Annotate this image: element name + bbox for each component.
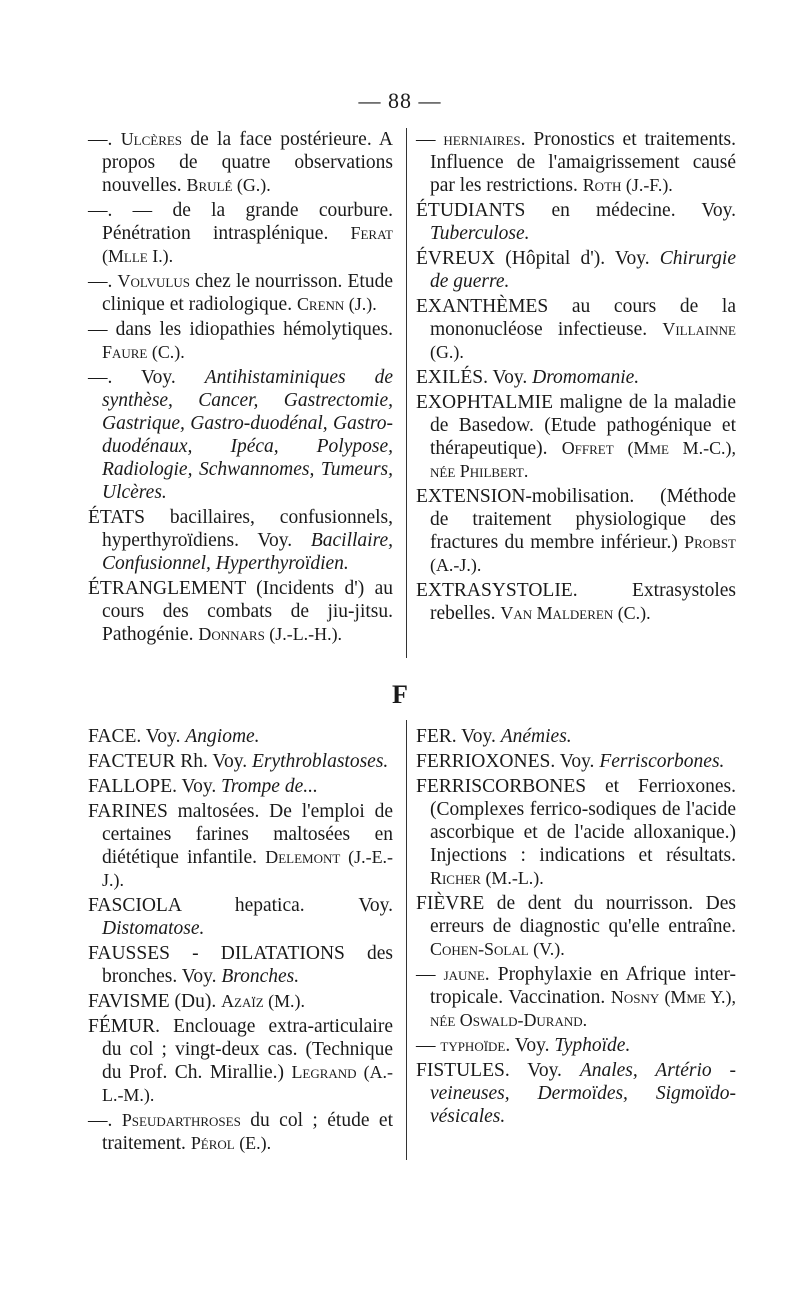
entry-crossref: Anales, Artério - veineuses, Dermoïdes, Sigmoïdo-vésicales. [430,1060,736,1127]
entry-text: FÉMUR. Enclouage extra-articulaire du col ; vingt-deux cas. (Technique du Prof. Ch. Mirallie.) [88,1016,393,1083]
index-entry [416,199,736,245]
entry-text: FIÈVRE de dent du nourrisson. Des erreurs de diagnostic qu'elle entraîne. [416,893,736,937]
entry-text: EXILÉS. Voy. [416,367,533,388]
index-entry [416,128,736,197]
index-entry [416,485,736,577]
entry-subheading: typhoïde [440,1035,506,1055]
entry-crossref: Trompe de... [221,776,318,797]
entry-text: ÉVREUX (Hôpital d'). Voy. [416,248,660,269]
entry-author: Crenn (J.). [296,294,377,314]
index-entry [416,247,736,293]
entry-text: de la grande courbure. Pénétration intrasplénique. [102,200,393,244]
entry-lead: — [88,319,116,340]
index-entry [416,963,736,1032]
entry-crossref: Ferriscorbones. [599,751,725,772]
index-entry [416,391,736,483]
entry-crossref: Angiome. [185,726,260,747]
entry-text: du col ; étude et traitement. [102,1110,394,1154]
entry-crossref: Bronches. [221,966,300,987]
section-letter: F [392,680,408,709]
entry-text: EXANTHÈMES au cours de la mononucléose infectieuse. [416,296,736,340]
index-entry [88,506,393,575]
index-entry [416,892,736,961]
entry-text: FALLOPE. Voy. [88,776,222,797]
entry-author: Van Malderen (C.). [500,603,651,623]
entry-author: Richer (M.-L.). [430,868,544,888]
entry-crossref: Chirurgie de guerre. [430,248,736,292]
entry-author: Cohen-Solal (V.). [430,939,565,959]
entry-author: Pérol (E.). [190,1133,272,1153]
entry-author: Delemont (J.-E.-J.). [102,847,393,890]
index-entry [88,318,393,364]
index-entry [88,990,393,1013]
index-entry [416,775,736,890]
index-entry [88,942,393,988]
entry-text: FACTEUR Rh. Voy. [88,751,252,772]
index-entry [416,579,736,625]
entry-subheading: Ulcères [120,129,183,149]
entry-text: FACE. Voy. [88,726,186,747]
entry-lead: —. [88,271,118,292]
index-entry [88,128,393,197]
entry-author: Probst (A.-J.). [430,532,736,575]
column-bottom-left [88,725,393,1157]
entry-crossref: Tuberculose. [430,223,530,244]
index-entry [416,1059,736,1128]
entry-text: . Voy. [505,1035,555,1056]
entry-text: FERRIOXONES. Voy. [416,751,600,772]
entry-crossref: Dromomanie. [532,367,640,388]
column-bottom-right [416,725,736,1130]
entry-text: FASCIOLA hepatica. Voy. [88,895,393,916]
index-entry [88,725,393,748]
entry-author: Azaïz (M.). [221,991,305,1011]
index-entry [416,750,736,773]
entry-crossref: Erythroblastoses. [251,751,389,772]
entry-text: . Prophylaxie en Afrique inter-tropicale. Vaccination. [430,964,737,1008]
entry-author: Villainne (G.). [430,319,736,362]
index-entry [416,725,736,748]
entry-text: FAUSSES - DILATATIONS des bronches. Voy. [88,943,393,987]
entry-text: chez le nourrisson. Etude clinique et radiologique. [102,271,393,315]
entry-text: EXOPHTALMIE maligne de la maladie de Basedow. (Etude pathogénique et thérapeutique). [416,392,736,459]
index-entry [88,894,393,940]
index-entry [88,270,393,316]
entry-author: Donnars (J.-L.-H.). [198,624,343,644]
entry-text: FISTULES. Voy. [416,1060,580,1081]
entry-author: Nosny (Mme Y.), née Oswald-Durand. [430,987,736,1030]
entry-author: Brulé (G.). [186,175,271,195]
entry-lead: —. [88,129,121,150]
entry-text: . Pronostics et traitements. Influence de l'amaigrissement causé par les restrictions. [430,129,736,196]
entry-crossref: Typhoïde. [554,1035,631,1056]
entry-subheading: herniaires [443,129,521,149]
entry-author: Faure (C.). [102,342,185,362]
index-entry [88,1109,393,1155]
index-entry [416,295,736,364]
column-top-right [416,128,736,627]
entry-crossref: Anémies. [500,726,572,747]
entry-subheading: Volvulus [117,271,190,291]
entry-text: ÉTUDIANTS en médecine. Voy. [416,200,736,221]
entry-text: ÉTRANGLEMENT (Incidents d') au cours des combats de jiu-jitsu. Pathogénie. [88,578,393,645]
entry-crossref: Bacillaire, Confusionnel, Hyperthyroïdien. [102,530,393,574]
entry-lead: —. [88,1110,122,1131]
entry-lead: —. Voy. [88,367,205,388]
entry-author: Roth (J.-F.). [582,175,673,195]
index-entry [88,577,393,646]
entry-text: EXTENSION-mobilisation. (Méthode de traitement physiologique des fractures du membre inférieur.) [416,486,736,553]
index-entry [88,750,393,773]
entry-author: Ferat (Mlle I.). [102,223,393,266]
entry-lead: — [416,1035,441,1056]
entry-lead: — [416,964,444,985]
entry-text: FER. Voy. [416,726,501,747]
entry-text: ÉTATS bacillaires, confusionnels, hyperthyroïdiens. Voy. [88,507,393,551]
index-entry [88,199,393,268]
entry-lead: — [416,129,444,150]
index-entry [88,800,393,892]
entry-author: Legrand (A.-L.-M.). [102,1062,393,1105]
entry-lead: —. — [88,200,173,221]
column-divider-bottom [406,720,407,1160]
entry-text: FERRISCORBONES et Ferrioxones. (Complexes ferrico-sodiques de l'acide ascorbique et de l'acide alloxanique.) Injections : indications et résultats. [416,776,736,866]
entry-text: de la face postérieure. A propos de quatre observations nouvelles. [102,129,394,196]
entry-subheading: Pseudarthroses [121,1110,241,1130]
index-entry [88,775,393,798]
entry-subheading: jaune [443,964,485,984]
entry-crossref: Distomatose. [102,918,205,939]
entry-crossref: Antihistaminiques de synthèse, Cancer, Gastrectomie, Gastrique, Gastro-duodénal, Gastro-duodénaux, Ipéca, Polypose, Radiologie, Schwannomes, Tumeurs, Ulcères. [102,367,393,503]
column-top-left [88,128,393,648]
entry-text: EXTRASYSTOLIE. Extrasystoles rebelles. [416,580,736,624]
entry-text: FARINES maltosées. De l'emploi de certaines farines maltosées en diététique infantile. [88,801,393,868]
entry-text: FAVISME (Du). [88,991,222,1012]
entry-author: Offret (Mme M.-C.), née Philbert. [430,438,736,481]
index-entry [88,366,393,504]
column-divider-top [406,128,407,658]
entry-text: dans les idiopathies hémolytiques. [115,319,394,340]
index-entry [416,1034,736,1057]
index-entry [416,366,736,389]
page-number: — 88 — [358,88,442,113]
index-entry [88,1015,393,1107]
